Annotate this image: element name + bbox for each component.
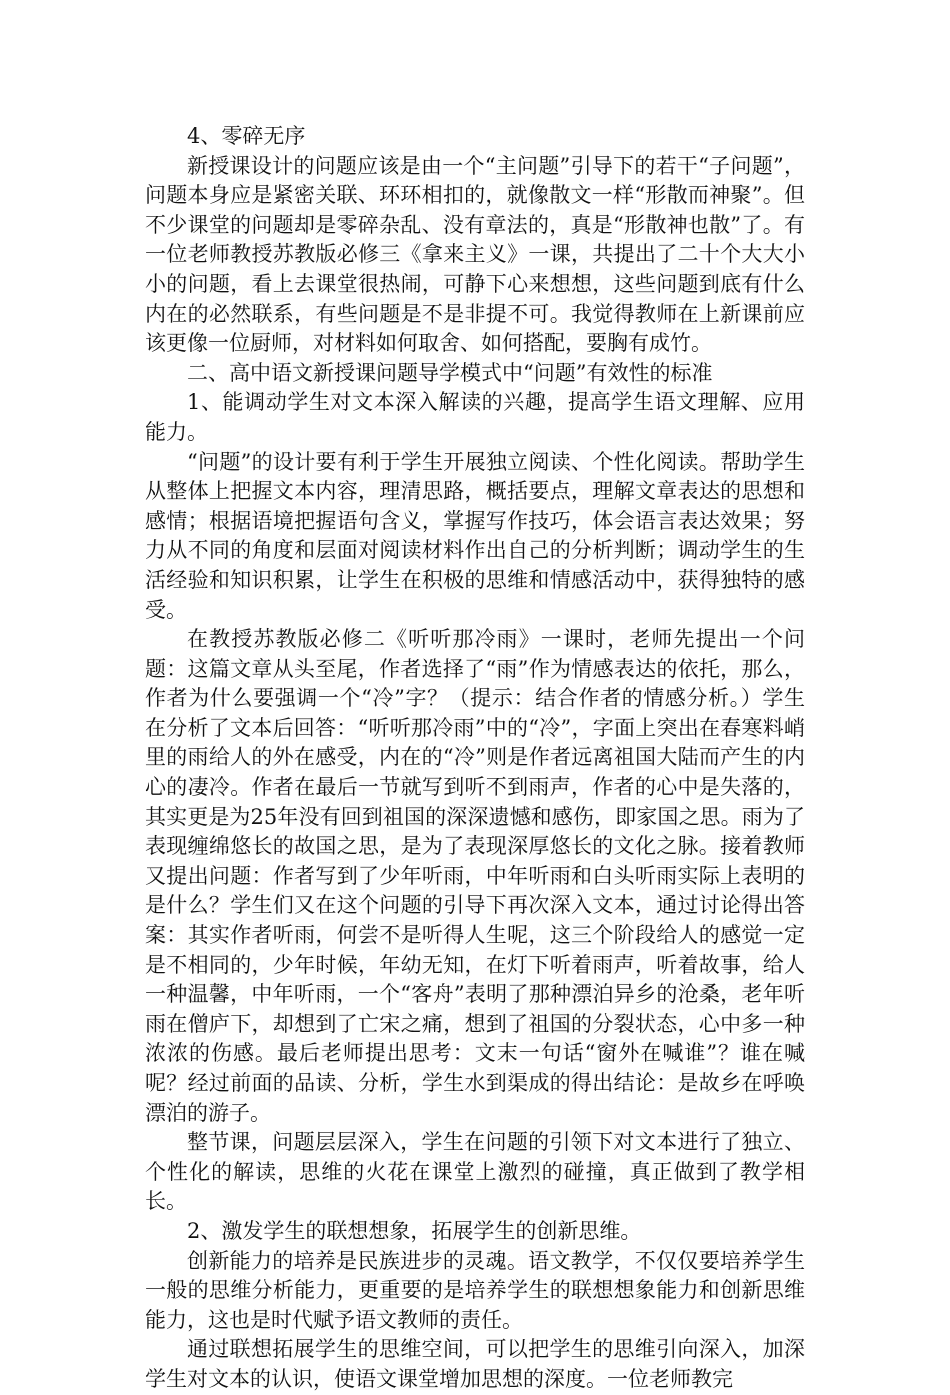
paragraph: 新授课设计的问题应该是由一个“主问题”引导下的若干“子问题”，问题本身应是紧密关联、环环相扣的，就像散文一样“形散而神聚”。但不少课堂的问题却是零碎杂乱、没有章法的，真是“形散神也散”了。有一位老师教授苏教版必修三《拿来主义》一课，共提出了二十个大大小小的问题，看上去课堂很热闹，可静下心来想想，这些问题到底有什么内在的必然联系，有些问题是不是非提不可。我觉得教师在上新课前应该更像一位厨师，对材料如何取舍、如何搭配，要胸有成竹。 (145, 153, 805, 356)
document-body (145, 122, 805, 1395)
paragraph: 整节课，问题层层深入，学生在问题的引领下对文本进行了独立、个性化的解读，思维的火花在课堂上激烈的碰撞，真正做到了教学相长。 (145, 1130, 805, 1214)
subheading-1: 1、能调动学生对文本深入解读的兴趣，提高学生语文理解、应用能力。 (145, 390, 805, 444)
paragraph: 通过联想拓展学生的思维空间，可以把学生的思维引向深入，加深学生对文本的认识，使语文课堂增加思想的深度。一位老师教完 (145, 1337, 805, 1391)
paragraph: 在教授苏教版必修二《听听那冷雨》一课时，老师先提出一个问题：这篇文章从头至尾，作者选择了“雨”作为情感表达的依托，那么，作者为什么要强调一个“冷”字？（提示：结合作者的情感分析。）学生在分析了文本后回答：“听听那冷雨”中的“冷”，字面上突出在春寒料峭里的雨给人的外在感受，内在的“冷”则是作者远离祖国大陆而产生的内心的凄冷。作者在最后一节就写到听不到雨声，作者的心中是失落的，其实更是为25年没有回到祖国的深深遗憾和感伤，即家国之思。雨为了表现缠绵悠长的故国之思，是为了表现深厚悠长的文化之脉。接着教师又提出问题：作者写到了少年听雨，中年听雨和白头听雨实际上表明的是什么？学生们又在这个问题的引导下再次深入文本，通过讨论得出答案：其实作者听雨，何尝不是听得人生呢，这三个阶段给人的感觉一定是不相同的，少年时候，年幼无知，在灯下听着雨声，听着故事，给人一种温馨，中年听雨，一个“客舟”表明了那种漂泊异乡的沧桑，老年听雨在僧庐下，却想到了亡宋之痛，想到了祖国的分裂状态，心中多一种浓浓的伤感。最后老师提出思考：文末一句话“窗外在喊谁”？谁在喊呢？经过前面的品读、分析，学生水到渠成的得出结论：是故乡在呼唤漂泊的游子。 (145, 627, 805, 1125)
section-heading-disorder: 4、零碎无序 (187, 124, 306, 148)
paragraph: 创新能力的培养是民族进步的灵魂。语文教学，不仅仅要培养学生一般的思维分析能力，更重要的是培养学生的联想想象能力和创新思维能力，这也是时代赋予语文教师的责任。 (145, 1248, 805, 1332)
subheading-2: 2、激发学生的联想想象，拓展学生的创新思维。 (187, 1218, 642, 1243)
paragraph: “问题”的设计要有利于学生开展独立阅读、个性化阅读。帮助学生从整体上把握文本内容，理清思路，概括要点，理解文章表达的思想和感情；根据语境把握语句含义，掌握写作技巧，体会语言表达效果；努力从不同的角度和层面对阅读材料作出自己的分析判断；调动学生的生活经验和知识积累，让学生在积极的思维和情感活动中，获得独特的感受。 (145, 449, 805, 622)
section-heading-standards: 二、高中语文新授课问题导学模式中“问题”有效性的标准 (187, 360, 713, 385)
